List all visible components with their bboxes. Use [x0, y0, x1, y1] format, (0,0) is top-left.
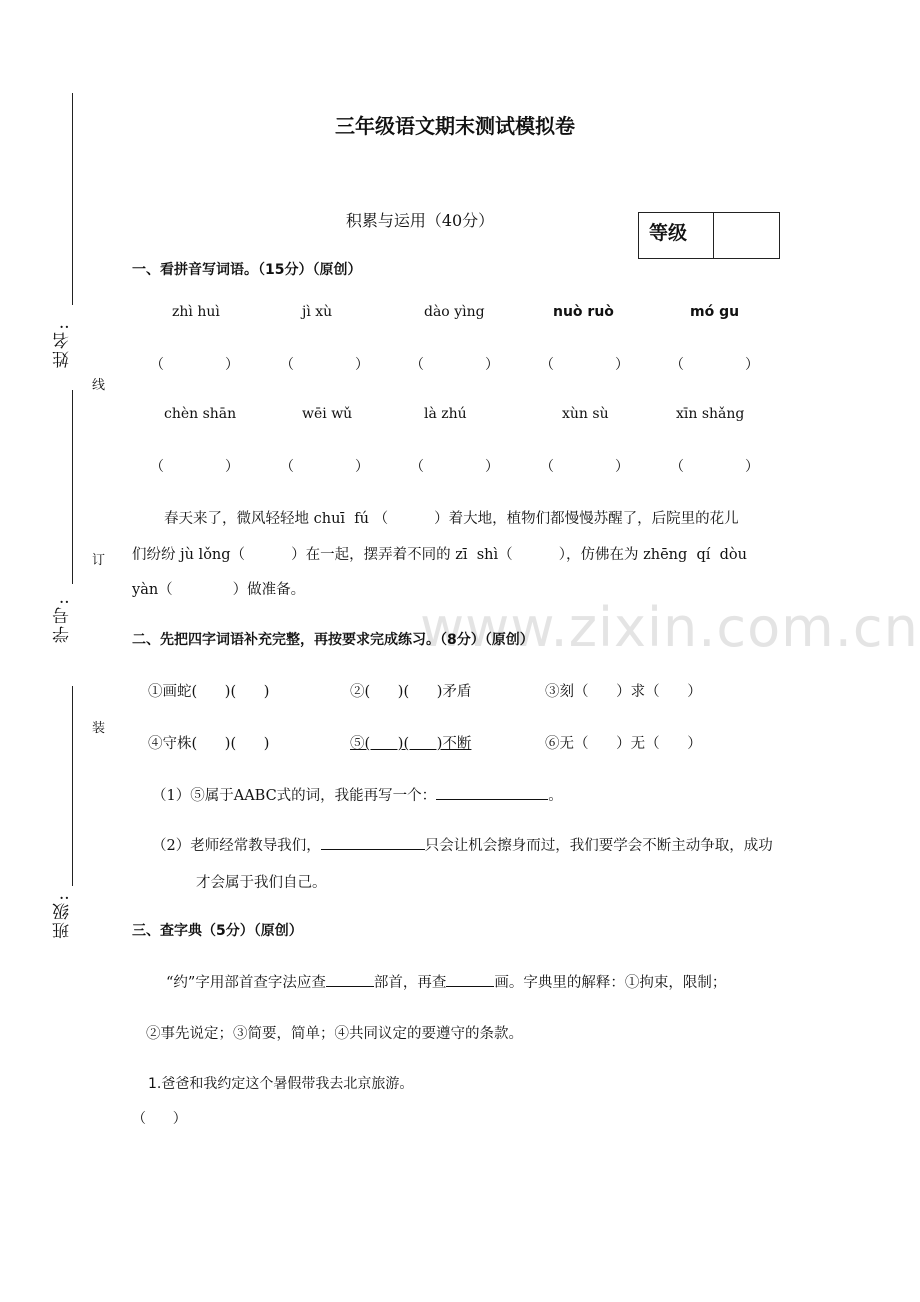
passage-line-2: 们纷纷 jù lǒng（ ）在一起，摆弄着不同的 zī shì（ ），仿佛在为 zhēng qí dòu [132, 547, 747, 563]
name-label: 姓名: [53, 322, 73, 368]
answer-paren-close: ） [355, 459, 369, 475]
answer-paren-close: ） [615, 357, 629, 373]
grade-box [638, 212, 780, 259]
answer-paren-close: ） [615, 459, 629, 475]
answer-paren-close: ） [485, 459, 499, 475]
answer-paren-close: ） [355, 357, 369, 373]
class-label: 班级: [53, 893, 73, 939]
sentence-1: 1.爸爸和我约定这个暑假带我去北京旅游。 [148, 1076, 414, 1092]
section2-heading: 二、先把四字词语补充完整，再按要求完成练习。（8分）（原创） [132, 632, 534, 648]
answer-blank [321, 835, 425, 850]
pinyin-9: xùn sù [562, 406, 609, 422]
binding-line-bottom [72, 686, 73, 886]
passage-line-3: yàn（ ）做准备。 [132, 582, 306, 598]
answer-paren-open: （ [280, 459, 294, 475]
answer-paren-open: （ [540, 357, 554, 373]
idiom-item-3: ③刻（ ）求（ ） [545, 684, 702, 700]
answer-paren-open: （ [150, 357, 164, 373]
question-1-text: （1）⑤属于AABC式的词，我能再写一个： [152, 788, 437, 804]
question-2-start: （2）老师经常教导我们， [152, 838, 321, 854]
zhuang-char: 装 [92, 721, 106, 736]
question-1 [152, 784, 563, 805]
answer-paren-close: ） [225, 459, 239, 475]
answer-paren-open: （ [410, 459, 424, 475]
sentence-1-answer: （ ） [132, 1111, 187, 1127]
ding-char: 订 [92, 553, 106, 568]
pinyin-8: là zhú [424, 406, 467, 422]
pinyin-5: mó gu [690, 304, 740, 320]
idiom-item-1: ①画蛇( )( ) [148, 684, 270, 700]
question-1-end: 。 [548, 788, 563, 804]
pinyin-6: chèn shān [164, 406, 237, 422]
answer-paren-open: （ [280, 357, 294, 373]
binding-line-mid [72, 390, 73, 584]
idiom-item-5: ⑤( )( )不断 [350, 736, 472, 752]
answer-paren-open: （ [150, 459, 164, 475]
answer-blank [436, 785, 548, 800]
dictionary-line-1 [166, 971, 726, 992]
pinyin-1: zhì huì [172, 304, 220, 320]
dict-text-a: “约”字用部首查字法应查 [166, 975, 326, 991]
pinyin-3: dào yìng [424, 304, 485, 320]
dict-text-c: 画。字典里的解释：①拘束，限制； [494, 975, 727, 991]
answer-paren-close: ） [225, 357, 239, 373]
idiom-item-6: ⑥无（ ）无（ ） [545, 736, 702, 752]
pinyin-10: xīn shǎng [676, 406, 745, 422]
question-2-rest: 只会让机会擦身而过，我们要学会不断主动争取，成功 [424, 838, 773, 854]
passage-line-1: 春天来了，微风轻轻地 chuī fú （ ）着大地，植物们都慢慢苏醒了，后院里的花儿 [164, 511, 739, 527]
answer-paren-open: （ [410, 357, 424, 373]
pinyin-7: wēi wǔ [302, 406, 353, 422]
section1-heading: 一、看拼音写词语。（15分）（原创） [132, 262, 362, 278]
dict-text-b: 部首，再查 [373, 975, 447, 991]
question-2 [152, 834, 773, 855]
answer-paren-open: （ [670, 459, 684, 475]
answer-blank [326, 972, 374, 987]
answer-paren-open: （ [540, 459, 554, 475]
grade-label-cell [639, 213, 714, 258]
answer-blank [446, 972, 494, 987]
answer-paren-open: （ [670, 357, 684, 373]
student-id-label: 学号: [53, 597, 73, 643]
pinyin-4: nuò ruò [553, 304, 614, 320]
page-title: 三年级语文期末测试模拟卷 [335, 114, 575, 138]
watermark: www.zixin.com.cn [420, 596, 919, 659]
grade-label: 等级 [649, 222, 688, 244]
answer-paren-close: ） [745, 459, 759, 475]
section-subtitle: 积累与运用（40分） [345, 211, 495, 230]
answer-paren-close: ） [745, 357, 759, 373]
answer-paren-close: ） [485, 357, 499, 373]
question-2-cont: 才会属于我们自己。 [196, 875, 327, 891]
dictionary-line-2: ②事先说定；③简要，简单；④共同议定的要遵守的条款。 [146, 1026, 523, 1042]
line-char: 线 [92, 378, 106, 393]
section3-heading: 三、查字典（5分）（原创） [132, 923, 303, 939]
pinyin-2: jì xù [302, 304, 333, 320]
idiom-item-2: ②( )( )矛盾 [350, 684, 472, 700]
idiom-item-4: ④守株( )( ) [148, 736, 270, 752]
